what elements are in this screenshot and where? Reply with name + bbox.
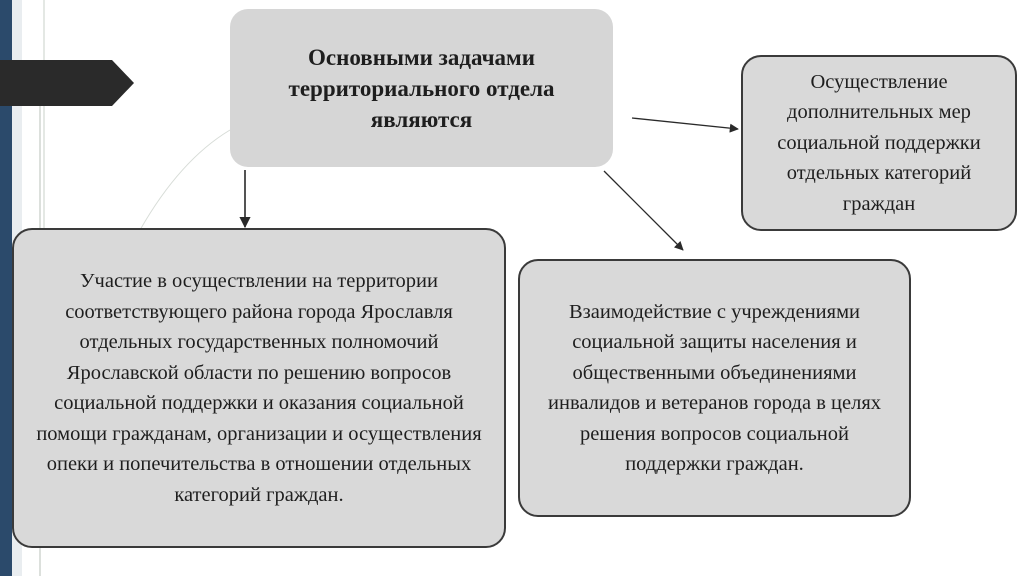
arrow-to-right-box xyxy=(632,118,738,129)
task-text-state-powers: Участие в осуществлении на территории соответствующего района города Ярославля отдельных государственных полномочий Ярославской области по решению вопросов социальной поддержки и оказания социальной помощи гражданам, организации и осуществления опеки и попечительства в отношении отдельных категорий граждан. xyxy=(36,270,482,506)
arrow-to-middle-box xyxy=(604,171,683,250)
task-text-additional-support: Осуществление дополнительных мер социальной поддержки отдельных категорий граждан xyxy=(777,70,981,215)
main-task-heading: Основными задачами территориального отдела являются xyxy=(288,44,555,132)
task-text-interaction: Взаимодействие с учреждениями социальной защиты населения и общественными объединениями инвалидов и ветеранов города в целях решения вопросов социальной поддержки граждан. xyxy=(548,300,881,475)
